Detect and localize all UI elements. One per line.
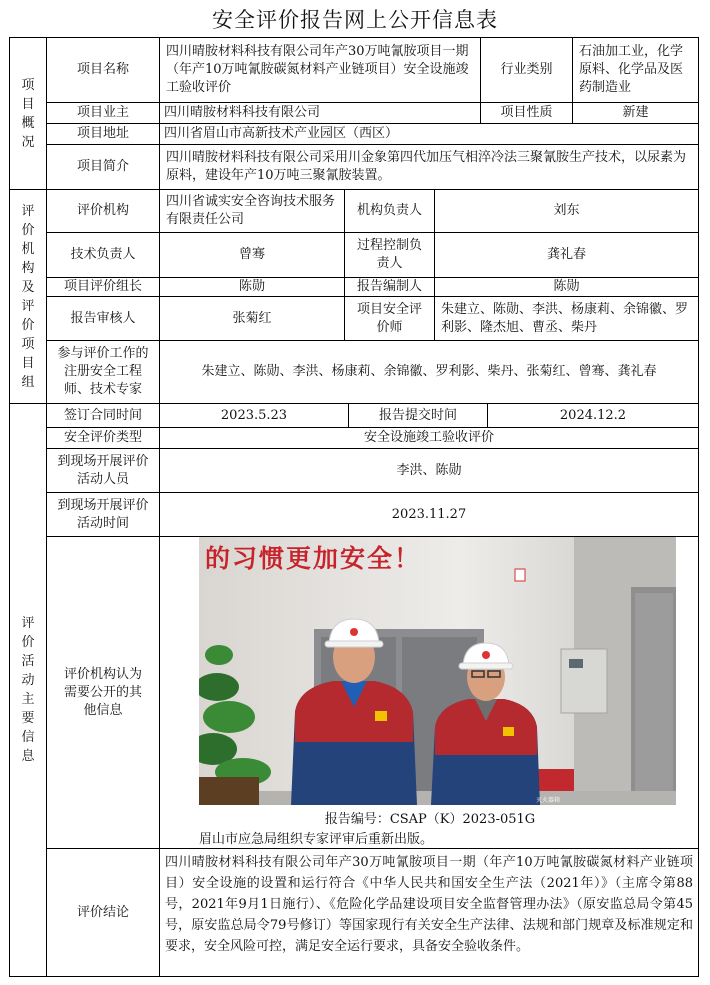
reviewer-value: 张菊红 <box>159 296 345 341</box>
industry-label: 行业类别 <box>480 37 573 103</box>
other-info-label: 评价机构认为需要公开的其他信息 <box>46 536 160 849</box>
site-personnel-value: 李洪、陈勋 <box>159 448 699 493</box>
tech-head-label: 技术负责人 <box>46 232 160 278</box>
section-org-label: 评价机构及评价项目组 <box>21 203 35 390</box>
info-table <box>9 37 699 977</box>
section-overview <box>9 37 47 190</box>
site-time-value: 2023.11.27 <box>159 492 699 537</box>
nature-label: 项目性质 <box>480 102 573 124</box>
agency-label: 评价机构 <box>46 189 160 233</box>
submit-date-label: 报告提交时间 <box>348 403 488 428</box>
section-org <box>9 189 47 404</box>
report-number: 报告编号：CSAP（K）2023-051G <box>324 812 536 827</box>
section-activity-label: 评价活动主要信息 <box>21 616 35 764</box>
section-activity <box>9 403 47 977</box>
address-label: 项目地址 <box>46 123 160 145</box>
participants-label: 参与评价工作的注册安全工程师、技术专家 <box>46 340 160 404</box>
agency-value: 四川省诚实安全咨询技术服务有限责任公司 <box>159 189 345 233</box>
assessor-value: 朱建立、陈勋、李洪、杨康莉、余锦徽、罗利影、隆杰旭、曹丞、柴丹 <box>434 296 699 341</box>
page-title: 安全评价报告网上公开信息表 <box>212 8 498 32</box>
eval-type-value: 安全设施竣工验收评价 <box>159 427 699 449</box>
owner-value: 四川晴胺材料科技有限公司 <box>159 102 481 124</box>
conclusion-value: 四川晴胺材料科技有限公司年产30万吨氰胺项目一期（年产10万吨氰胺碳氮材料产业链项目）安全设施的设置和运行符合《中华人民共和国安全生产法（2021年）》（主席令第88号，2021年9月1日施行）、《危险化学品建设项目安全监督管理办法》（原安监总局令第45号，原安监总局令79号修订）等国家现行有关安全生产法律、法规和部门规章及标准规定和要求，安全风险可控，满足安全运行要求，具备安全验收条件。 <box>159 848 699 977</box>
owner-label: 项目业主 <box>46 102 160 124</box>
contract-date-value: 2023.5.23 <box>159 403 349 428</box>
tech-head-value: 曾骞 <box>159 232 345 278</box>
site-personnel-label: 到现场开展评价活动人员 <box>46 448 160 493</box>
section-overview-label: 项目概况 <box>21 77 35 150</box>
agency-head-label: 机构负责人 <box>344 189 435 233</box>
intro-label: 项目简介 <box>46 144 160 190</box>
photo-banner-text: 的习惯更加安全！ <box>205 544 422 573</box>
conclusion-label: 评价结论 <box>46 848 160 977</box>
assessor-label: 项目安全评价师 <box>344 296 435 341</box>
process-control-label: 过程控制负责人 <box>344 232 435 278</box>
project-name-value: 四川晴胺材料科技有限公司年产30万吨氰胺项目一期（年产10万吨氰胺碳氮材料产业链项目）安全设施竣工验收评价 <box>159 37 481 103</box>
industry-value: 石油加工业，化学原料、化学品及医药制造业 <box>572 37 699 103</box>
contract-date-label: 签订合同时间 <box>46 403 160 428</box>
intro-value: 四川晴胺材料科技有限公司采用川金象第四代加压气相淬冷法三聚氰胺生产技术，以尿素为原料，建设年产10万吨三聚氰胺装置。 <box>159 144 699 190</box>
submit-date-value: 2024.12.2 <box>487 403 699 428</box>
process-control-value: 龚礼春 <box>434 232 699 278</box>
reissue-note: 眉山市应急局组织专家评审后重新出版。 <box>199 832 434 847</box>
nature-value: 新建 <box>572 102 699 124</box>
site-photo <box>199 537 676 805</box>
eval-type-label: 安全评价类型 <box>46 427 160 449</box>
team-leader-value: 陈勋 <box>159 277 345 297</box>
site-time-label: 到现场开展评价活动时间 <box>46 492 160 537</box>
fire-box-label: 灭火器箱 <box>536 797 561 804</box>
agency-head-value: 刘东 <box>434 189 699 233</box>
report-writer-value: 陈勋 <box>434 277 699 297</box>
participants-value: 朱建立、陈勋、李洪、杨康莉、余锦徽、罗利影、柴丹、张菊红、曾骞、龚礼春 <box>159 340 699 404</box>
project-name-label: 项目名称 <box>46 37 160 103</box>
report-writer-label: 报告编制人 <box>344 277 435 297</box>
team-leader-label: 项目评价组长 <box>46 277 160 297</box>
reviewer-label: 报告审核人 <box>46 296 160 341</box>
address-value: 四川省眉山市高新技术产业园区（西区） <box>159 123 699 145</box>
